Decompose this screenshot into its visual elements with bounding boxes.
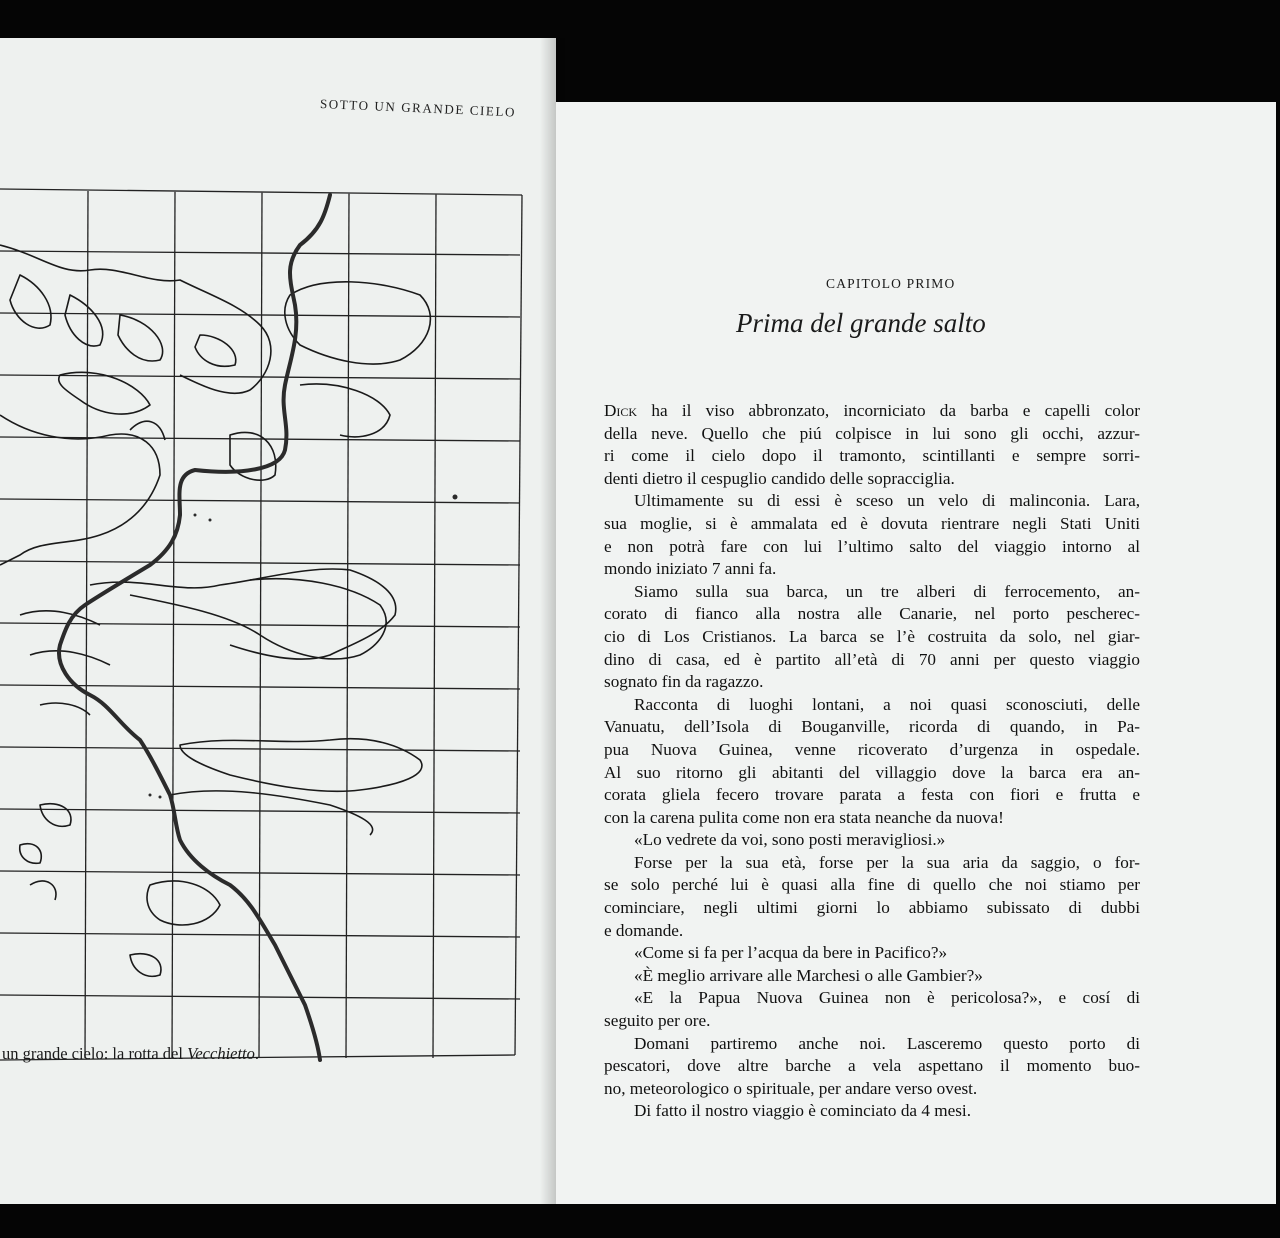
text-line: seguito per ore.: [604, 1011, 711, 1031]
chapter-body-text: [604, 400, 1140, 1123]
text-line: no, meteorologico o spirituale, per andare verso ovest.: [604, 1078, 978, 1098]
caption-text: un grande cielo: la rotta del: [2, 1044, 188, 1063]
text-line: sua moglie, si è ammalata ed è dovuta rientrare negli Stati Uniti: [604, 513, 1140, 533]
text-line: e non potrà fare con lui l’ultimo salto del viaggio intorno al: [604, 536, 1140, 556]
text-line: cominciare, negli ultimi giorni lo abbiamo subissato di dubbi: [604, 898, 1140, 918]
text-line: se solo perché lui è quasi alla fine di quello che noi stiamo per: [604, 875, 1140, 895]
text-line: della neve. Quello che piú colpisce in lui sono gli occhi, azzur-: [604, 423, 1140, 443]
text-line: ri come il cielo dopo il tramonto, scintillanti e sempre sorri-: [604, 446, 1140, 466]
text-line: [604, 400, 1140, 423]
text-line: con la carena pulita come non era stata neanche da nuova!: [604, 807, 1004, 827]
figure-caption: [2, 1044, 542, 1064]
text-line: dino di casa, ed è partito all’età di 70 anni per questo viaggio: [604, 649, 1140, 669]
coastlines: [0, 245, 430, 976]
opening-line-rest: ha il viso abbronzato, incorniciato da barba e capelli color: [637, 401, 1140, 420]
caption-end: .: [254, 1044, 260, 1063]
text-line: «Come si fa per l’acqua da bere in Pacifico?»: [634, 943, 948, 963]
text-line: Ultimamente su di essi è sceso un velo di malinconia. Lara,: [634, 491, 1140, 511]
text-line: «Lo vedrete da voi, sono posti meravigliosi.»: [634, 830, 946, 850]
map-grid: [0, 189, 522, 1060]
route-map-figure: [0, 185, 540, 1065]
text-line: Domani partiremo anche noi. Lasceremo questo porto di: [634, 1033, 1140, 1053]
text-line: denti dietro il cespuglio candido delle sopracciglia.: [604, 468, 955, 488]
text-line: Racconta di luoghi lontani, a noi quasi sconosciuti, delle: [634, 694, 1140, 714]
text-line: Al suo ritorno gli abitanti del villaggio dove la barca era an-: [604, 762, 1140, 782]
chapter-label: CAPITOLO PRIMO: [826, 276, 956, 291]
text-line: cio di Los Cristianos. La barca se l’è costruita da solo, nel giar-: [604, 626, 1140, 646]
caption-boat-name: Vecchietto: [187, 1044, 255, 1063]
running-head: SOTTO UN GRANDE CIELO: [319, 96, 517, 120]
chapter-title: Prima del grande salto: [736, 308, 986, 338]
text-line: Forse per la sua età, forse per la sua aria da saggio, o for-: [634, 852, 1140, 872]
route-dots: [149, 495, 458, 799]
text-line: pua Nuova Guinea, venne ricoverato d’urgenza in ospedale.: [604, 739, 1140, 759]
text-line: pescatori, dove altre barche a vela aspettano il momento buo-: [604, 1056, 1140, 1076]
text-line: Vanuatu, dell’Isola di Bouganville, ricorda di quando, in Pa-: [604, 717, 1140, 737]
text-line: «È meglio arrivare alle Marchesi o alle Gambier?»: [634, 965, 983, 985]
right-page: [556, 102, 1276, 1204]
text-line: corata gliela fecero trovare parata a festa con fiori e frutta e: [604, 785, 1140, 805]
text-line: e domande.: [604, 920, 684, 940]
text-line: corato di fianco alla nostra alle Canarie, nel porto pescherec-: [604, 604, 1140, 624]
text-line: «E la Papua Nuova Guinea non è pericolosa?», e cosí di: [634, 988, 1140, 1008]
text-line: Siamo sulla sua barca, un tre alberi di ferrocemento, an-: [634, 581, 1140, 601]
text-line: Di fatto il nostro viaggio è cominciato da 4 mesi.: [634, 1101, 971, 1121]
text-line: sognato fin da ragazzo.: [604, 672, 764, 692]
route-line: [59, 195, 330, 1060]
text-line: mondo iniziato 7 anni fa.: [604, 559, 777, 579]
opening-word: Dick: [604, 401, 638, 420]
